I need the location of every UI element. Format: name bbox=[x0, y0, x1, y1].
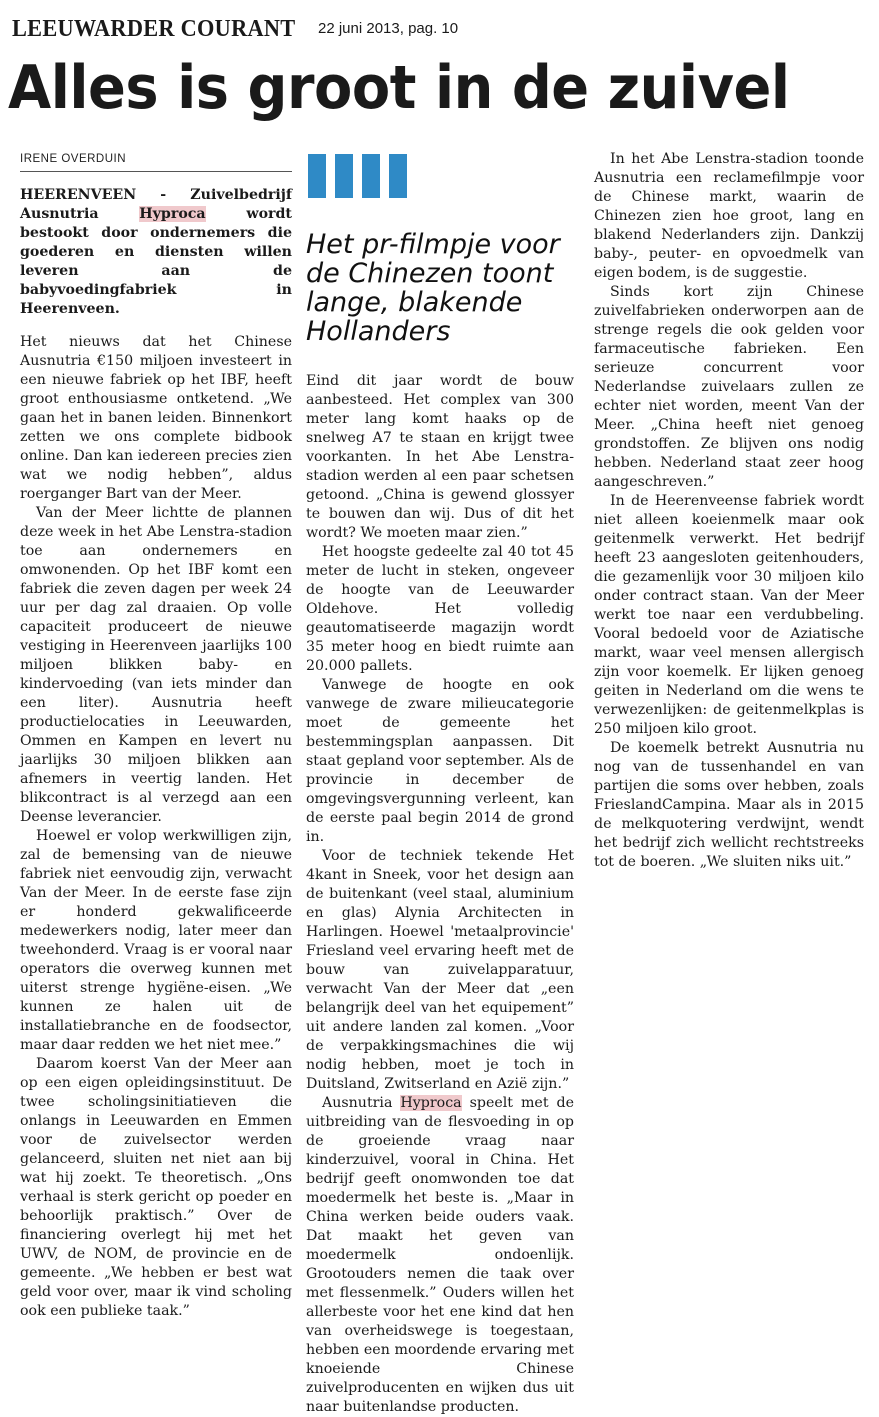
paragraph: Hoewel er volop werkwilligen zijn, zal de bemensing van de nieuwe fabriek niet eenvoudig zijn, verwacht Van der Meer. In de eerste fase zijn er honderd gekwalificeerde medewerkers nodig, later meer dan tweehonderd. Vraag is er vooral naar operators die overweg kunnen met uiterst strenge hygiëne-eisen. „We kunnen ze halen uit de installatiebranche en de foodsector, maar daar redden we het niet mee.” bbox=[20, 828, 292, 1053]
paragraph: In het Abe Lenstra-stadion toonde Ausnutria een reclamefilmpje voor de Chinese markt, waarin de Chinezen zien hoe groot, lang en blakend Nederlanders zijn. Dankzij baby-, peuter- en opvoedmelk van eigen bodem, is de suggestie. bbox=[594, 151, 864, 281]
paragraph: De koemelk betrekt Ausnutria nu nog van de tussenhandel en van partijen die soms over hebben, zoals FrieslandCampina. Maar als in 2015 de melkquotering verdwijnt, wendt het bedrijf zich wellicht rechtstreeks tot de boeren. „We sluiten niks uit.” bbox=[594, 740, 864, 870]
highlighted-term: Hyproca bbox=[139, 206, 206, 222]
accent-bar bbox=[335, 154, 353, 198]
paragraph bbox=[306, 1094, 574, 1417]
paragraph-text: Ausnutria bbox=[322, 1095, 401, 1111]
paragraph: Het hoogste gedeelte zal 40 tot 45 meter de lucht in steken, ongeveer de hoogte van de Leeuwarder Oldehove. Het volledig geautomatiseerde magazijn wordt 35 meter hoog en biedt ruimte aan 20.000 pallets. bbox=[306, 544, 574, 674]
masthead bbox=[12, 14, 872, 44]
paragraph: In de Heerenveense fabriek wordt niet alleen koeienmelk maar ook geitenmelk verwerkt. Het bedrijf heeft 23 aangesloten geitenhouders, die gezamenlijk voor 30 miljoen kilo onder contract staan. Van der Meer werkt toe naar een verdubbeling. Vooral bedoeld voor de Aziatische markt, waar veel mensen allergisch zijn voor koemelk. Er lijken genoeg geiten in Nederland om die wens te verwezenlijken: de geitenmelkplas is 250 miljoen kilo groot. bbox=[594, 493, 864, 737]
accent-bar bbox=[389, 154, 407, 198]
article-headline: Alles is groot in de zuivel bbox=[8, 53, 790, 123]
paragraph: Van der Meer lichtte de plannen deze week in het Abe Lenstra-stadion toe aan ondernemers en omwonenden. Op het IBF komt een fabriek die zeven dagen per week 24 uur per dag zal draaien. Op volle capaciteit produceert de nieuwe vestiging in Heerenveen jaarlijks 100 miljoen blikken baby- en kindervoeding (van iets minder dan een liter). Ausnutria heeft productielocaties in Leeuwarden, Ommen en Kampen en levert nu jaarlijks 30 miljoen blikken aan afnemers in veertig landen. Het blikcontract is al verzegd aan een Deense leverancier. bbox=[20, 505, 292, 825]
publication-date: 22 juni 2013, pag. 10 bbox=[318, 20, 459, 37]
decorative-bars bbox=[308, 154, 574, 198]
paragraph: Eind dit jaar wordt de bouw aanbesteed. Het complex van 300 meter lang komt haaks op de snelweg A7 te staan en krijgt twee voorkanten. In het Abe Lenstra-stadion werden al een paar schetsen getoond. „China is gewend glossyer te bouwen dan wij. Dus of dit het wordt? We moeten maar zien.” bbox=[306, 373, 574, 541]
paragraph: Voor de techniek tekende Het 4kant in Sneek, voor het design aan de buitenkant (veel staal, aluminium en glas) Alynia Architecten in Harlingen. Hoewel 'metaalprovincie' Friesland veel ervaring heeft met de bouw van zuivelapparatuur, verwacht Van der Meer dat „een belangrijk deel van het equipement” uit andere landen zal komen. „Voor de verpakkingsmachines die wij nodig hebben, moet je toch in Duitsland, Zwitserland en Azië zijn.” bbox=[306, 848, 574, 1092]
article-column-1 bbox=[20, 150, 292, 1319]
newspaper-name: LEEUWARDER COURANT bbox=[12, 16, 296, 42]
accent-bar bbox=[362, 154, 380, 198]
accent-bar bbox=[308, 154, 326, 198]
author-byline: IRENE OVERDUIN bbox=[20, 150, 292, 172]
article-column-2 bbox=[306, 150, 574, 1415]
paragraph: Vanwege de hoogte en ook vanwege de zware milieucategorie moet de gemeente het bestemmingsplan aanpassen. Dit staat gepland voor september. Als de provincie in december de omgevingsvergunning verleent, kan de eerste paal begin 2014 de grond in. bbox=[306, 677, 574, 845]
lead-text: HEERENVEEN - Zuivelbedrijf Ausnutria bbox=[20, 187, 292, 222]
paragraph: Het nieuws dat het Chinese Ausnutria €150 miljoen investeert in een nieuwe fabriek op het IBF, heeft groot enthousiasme ontketend. „We gaan het in banen leiden. Binnenkort zetten we ons complete bidbook online. Dan kan iedereen precies zien wat we nodig hebben”, aldus roerganger Bart van der Meer. bbox=[20, 334, 292, 502]
lead-text: wordt bestookt door ondernemers die goederen en diensten willen leveren aan de babyvoedingfabriek in Heerenveen. bbox=[20, 206, 292, 317]
article-lead bbox=[20, 186, 292, 319]
paragraph: Sinds kort zijn Chinese zuivelfabrieken onderworpen aan de strenge regels die ook gelden voor farmaceutische fabrieken. Een serieuze concurrent voor Nederlandse zuivelaars zullen ze echter niet worden, meent Van der Meer. „China heeft niet genoeg grondstoffen. Ze blijven ons nodig hebben. Nederland staat zeer hoog aangeschreven.” bbox=[594, 284, 864, 490]
highlighted-term: Hyproca bbox=[400, 1095, 462, 1111]
article-column-3 bbox=[594, 150, 864, 1284]
paragraph-text: speelt met de uitbreiding van de flesvoeding in op de groeiende vraag naar kinderzuivel, vooral in China. Het bedrijf geeft onomwonden toe dat moedermelk het beste is. „Maar in China werken beide ouders vaak. Dat maakt het geven van moedermelk ondoenlijk. Grootouders nemen die taak over met flessenmelk.” Ouders willen het allerbeste voor het ene kind dat hen van overheidswege is toegestaan, hebben een moordende ervaring met knoeiende Chinese zuivelproducenten en wijken dus uit naar buitenlandse producten. bbox=[306, 1095, 574, 1415]
pull-quote: Het pr-filmpje voor de Chinezen toont lange, blakende Hollanders bbox=[306, 229, 560, 347]
paragraph: Daarom koerst Van der Meer aan op een eigen opleidingsinstituut. De twee scholingsinitiatieven die onlangs in Leeuwarden en Emmen voor de zuivelsector werden gelanceerd, sluiten net niet aan bij wat hij zoekt. Te theoretisch. „Ons verhaal is sterk gericht op poeder en behoorlijk praktisch.” Over de financiering overlegt hij met het UWV, de NOM, de provincie en de gemeente. „We hebben er best wat geld voor over, maar ik vind scholing ook een publieke taak.” bbox=[20, 1056, 292, 1319]
